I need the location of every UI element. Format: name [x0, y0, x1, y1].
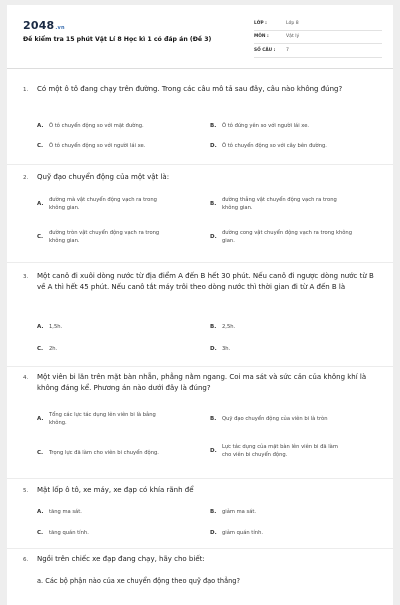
- question-text: Quỹ đạo chuyển động của một vật là:: [37, 173, 170, 181]
- question-number: 2.: [23, 175, 29, 181]
- option-text: tăng ma sát.: [49, 509, 82, 515]
- option-text: Tổng các lực tác dụng lên viên bi là bằng không.: [49, 412, 156, 426]
- question-text: Một canô đi xuôi dòng nước từ địa điểm A đến B hết 30 phút. Nếu canô đi ngược dòng nước từ B về A thì hết 45 phút. Nếu canô tắt máy trôi theo dòng nước thì thời gian đi từ A đến B là: [37, 272, 374, 291]
- option-text: giảm quán tính.: [222, 530, 264, 536]
- meta-row-count: [254, 44, 382, 58]
- question-3: [7, 263, 393, 367]
- option-letter: C.: [37, 450, 44, 456]
- option-b[interactable]: [210, 196, 380, 212]
- option-d[interactable]: [210, 142, 380, 150]
- site-logo[interactable]: 2048.vn: [23, 19, 65, 32]
- question-4: [7, 367, 393, 479]
- meta-label: SỐ CÂU :: [254, 47, 276, 53]
- option-letter: B.: [210, 324, 217, 330]
- option-letter: C.: [37, 346, 44, 352]
- option-b[interactable]: [210, 323, 380, 331]
- option-letter: C.: [37, 530, 44, 536]
- option-letter: B.: [210, 123, 217, 129]
- option-text: 1,5h.: [49, 324, 63, 330]
- option-text: giảm ma sát.: [222, 509, 257, 515]
- option-b[interactable]: [210, 415, 380, 423]
- option-text: tăng quán tính.: [49, 530, 89, 536]
- option-letter: B.: [210, 201, 217, 207]
- option-c[interactable]: [37, 449, 207, 457]
- option-letter: D.: [210, 234, 217, 240]
- option-letter: B.: [210, 509, 217, 515]
- option-letter: A.: [37, 201, 44, 207]
- question-5: [7, 479, 393, 549]
- option-b[interactable]: [210, 122, 380, 130]
- option-text: đường mà vật chuyển động vạch ra trong không gian.: [49, 197, 157, 211]
- question-1: [7, 73, 393, 165]
- option-d[interactable]: [210, 529, 380, 537]
- option-c[interactable]: [37, 345, 202, 353]
- option-a[interactable]: [37, 122, 202, 130]
- option-letter: D.: [210, 346, 217, 352]
- option-letter: C.: [37, 143, 44, 149]
- sub-question-a: a. Các bộ phận nào của xe chuyển động theo quỹ đạo thẳng?: [37, 577, 240, 585]
- option-a[interactable]: [37, 323, 202, 331]
- option-text: đường thẳng vật chuyển động vạch ra trong không gian.: [222, 197, 337, 211]
- option-text: 2h.: [49, 346, 58, 352]
- question-text: Ngồi trên chiếc xe đạp đang chạy, hãy cho biết:: [37, 555, 205, 563]
- option-letter: D.: [210, 143, 217, 149]
- question-number: 5.: [23, 488, 29, 494]
- option-text: Trọng lực đã làm cho viên bi chuyển động.: [49, 450, 159, 456]
- meta-value: 7: [286, 47, 289, 53]
- meta-label: MÔN :: [254, 34, 269, 40]
- document-header: [7, 5, 393, 69]
- meta-table: [254, 17, 382, 58]
- option-d[interactable]: [210, 443, 380, 459]
- meta-value: Vật lý: [286, 34, 300, 40]
- question-number: 4.: [23, 375, 29, 381]
- option-text: Ô tô đứng yên so với người lái xe.: [222, 123, 310, 129]
- question-2: [7, 165, 393, 263]
- question-text: Mặt lốp ô tô, xe máy, xe đạp có khía rãnh để: [37, 486, 194, 494]
- option-text: 2,5h.: [222, 324, 236, 330]
- option-text: Lực tác dụng của mặt bàn lên viên bi đã làm cho viên bi chuyển động.: [222, 444, 338, 458]
- option-text: 3h.: [222, 346, 231, 352]
- document-page: [7, 5, 393, 605]
- option-text: đường cong vật chuyển động vạch ra trong không gian.: [222, 230, 352, 244]
- option-a[interactable]: [37, 508, 202, 516]
- option-c[interactable]: [37, 142, 202, 150]
- meta-row-subject: [254, 31, 382, 45]
- option-text: Ô tô chuyển động so với mặt đường.: [49, 123, 144, 129]
- option-text: đường tròn vật chuyển động vạch ra trong không gian.: [49, 230, 160, 244]
- option-d[interactable]: [210, 229, 380, 245]
- question-number: 1.: [23, 87, 29, 93]
- option-letter: A.: [37, 416, 44, 422]
- option-text: Ô tô chuyển động so với cây bên đường.: [222, 143, 327, 149]
- option-letter: D.: [210, 530, 217, 536]
- meta-row-class: [254, 17, 382, 31]
- option-text: Quỹ đạo chuyển động của viên bi là tròn: [222, 416, 328, 422]
- option-a[interactable]: [37, 196, 202, 212]
- option-d[interactable]: [210, 345, 380, 353]
- option-letter: B.: [210, 416, 217, 422]
- meta-label: LỚP :: [254, 20, 267, 26]
- page-title: Đề kiểm tra 15 phút Vật Lí 8 Học kì 1 có đáp án (Đề 3): [23, 36, 212, 43]
- option-c[interactable]: [37, 529, 202, 537]
- option-letter: D.: [210, 448, 217, 454]
- option-letter: C.: [37, 234, 44, 240]
- option-b[interactable]: [210, 508, 380, 516]
- question-6: [7, 549, 393, 605]
- option-a[interactable]: [37, 411, 202, 427]
- question-text: Có một ô tô đang chạy trên đường. Trong các câu mô tả sau đây, câu nào không đúng?: [37, 85, 343, 93]
- meta-value: Lớp 8: [286, 20, 299, 26]
- option-letter: A.: [37, 509, 44, 515]
- option-text: Ô tô chuyển động so với người lái xe.: [49, 143, 146, 149]
- question-number: 3.: [23, 274, 29, 280]
- option-letter: A.: [37, 123, 44, 129]
- question-text: Một viên bi lăn trên mặt bàn nhẵn, phẳng nằm ngang. Coi ma sát và sức cản của không khí là không đáng kể. Phương án nào dưới đây là đúng?: [37, 373, 367, 392]
- option-letter: A.: [37, 324, 44, 330]
- option-c[interactable]: [37, 229, 202, 245]
- question-number: 6.: [23, 557, 29, 563]
